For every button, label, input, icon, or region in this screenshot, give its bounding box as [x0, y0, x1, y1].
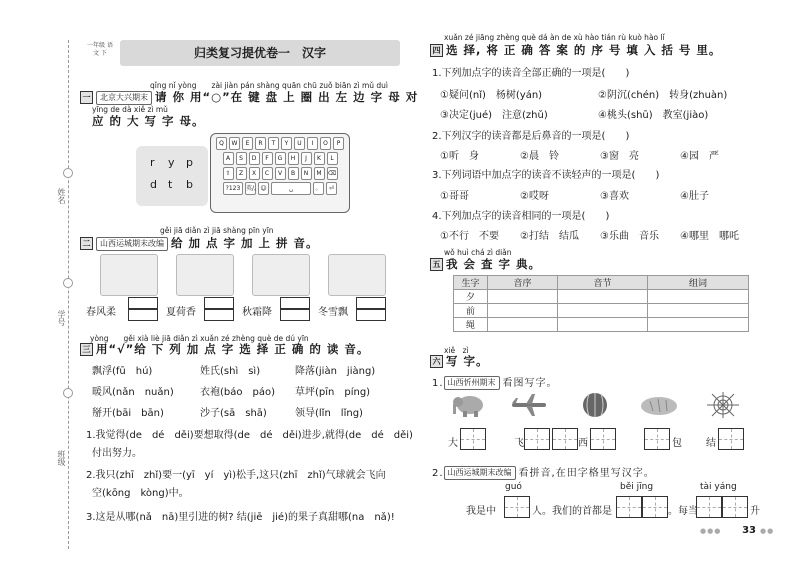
key[interactable]: M: [314, 167, 325, 180]
key[interactable]: Y: [281, 137, 292, 150]
section5-text: 我 会 查 字 典。: [446, 257, 542, 271]
key[interactable]: Z: [236, 167, 247, 180]
key[interactable]: 英/,: [245, 182, 256, 195]
mc-question-4: 4.下列加点字的读音相同的一项是( ): [432, 211, 610, 222]
question-2[interactable]: 2.我只(zhī zhǐ)要一(yī yí yì)松手,这只(zhī zhǐ)气球就会飞向: [86, 470, 386, 481]
section2-heading: [80, 235, 319, 251]
student-id-label: 学号: [57, 310, 66, 326]
pinyin-answer-box[interactable]: [356, 297, 386, 309]
char-hint: 结: [706, 438, 716, 449]
section1-pinyin2: yīng de dà xiě zì mǔ: [92, 105, 168, 114]
watermelon-image: [576, 392, 614, 418]
key[interactable]: F: [262, 152, 273, 165]
key[interactable]: O: [320, 137, 331, 150]
section-number: 六: [430, 355, 443, 368]
keyboard-row: [214, 137, 346, 150]
letter: r: [150, 156, 155, 169]
sentence-part: 。每当: [668, 506, 698, 517]
letter: d: [150, 178, 157, 191]
keyboard-row: [214, 167, 346, 180]
pinyin-answer-box[interactable]: [280, 297, 310, 309]
answer-cell[interactable]: [648, 304, 749, 318]
mc-option[interactable]: ①听 身: [440, 151, 479, 162]
char-cell: 前: [454, 304, 488, 318]
sentence-part: 我是中: [466, 506, 496, 517]
answer-cell[interactable]: [558, 304, 648, 318]
table-header: 音序: [488, 276, 558, 290]
section6-text: 写 字。: [446, 354, 489, 368]
mc-option[interactable]: ②晨 铃: [520, 151, 559, 162]
mc-option[interactable]: ④哪里 哪吒: [680, 231, 739, 242]
section-number: 五: [430, 258, 443, 271]
pinyin-beijing: běi jīng: [620, 482, 654, 492]
pinyin-guo: guó: [505, 482, 522, 492]
tian-grid[interactable]: [504, 496, 530, 518]
winter-house-image: [328, 254, 386, 296]
mc-option[interactable]: ③窗 亮: [600, 151, 639, 162]
bread-image: [640, 392, 678, 418]
spider-web-image: [704, 392, 742, 418]
section2-pinyin: gěi jiā diǎn zì jiā shàng pīn yīn: [160, 226, 274, 235]
tian-grid[interactable]: [552, 428, 578, 450]
key[interactable]: V: [275, 167, 286, 180]
tian-grid[interactable]: [718, 428, 744, 450]
page-number: 33: [742, 525, 756, 536]
char-cell: 夕: [454, 290, 488, 304]
key[interactable]: L: [327, 152, 338, 165]
keyboard-image: [210, 133, 350, 213]
class-label: 班级: [57, 450, 66, 466]
choice-item[interactable]: 姓氏(shì sì): [200, 366, 261, 377]
question-3[interactable]: 3.这是从哪(nǎ nā)里引进的树? 结(jiē jié)的果子真甜哪(na nǎ)!: [86, 512, 395, 523]
key[interactable]: X: [249, 167, 260, 180]
key[interactable]: W: [229, 137, 240, 150]
section5-heading: [430, 256, 541, 272]
mc-option[interactable]: ①疑问(nǐ) 杨树(yán): [440, 90, 543, 101]
mc-option[interactable]: ④园 严: [680, 151, 719, 162]
pinyin-answer-box[interactable]: [204, 297, 234, 309]
airplane-image: [510, 392, 548, 418]
key[interactable]: I: [307, 137, 318, 150]
source-tag: 山西运城期末改编: [444, 466, 516, 480]
page-title: 归类复习提优卷一 汉字: [120, 40, 400, 66]
answer-cell[interactable]: [648, 290, 749, 304]
source-tag: 北京大兴期末: [96, 91, 152, 105]
choice-item[interactable]: 沙子(sā shā): [200, 408, 267, 419]
key[interactable]: N: [301, 167, 312, 180]
key[interactable]: ␣: [271, 182, 311, 195]
section3-pinyin: yòng gěi xià liè jiā diǎn zì xuǎn zé zhèng què de dú yīn: [90, 334, 309, 343]
section6-heading: [430, 353, 489, 369]
section-number: 四: [430, 44, 443, 57]
mc-option[interactable]: ②阴沉(chén) 转身(zhuàn): [598, 90, 728, 101]
section4-heading: [430, 42, 721, 58]
mc-option[interactable]: ②哎呀: [520, 191, 549, 202]
sentence-part: 升: [750, 506, 760, 517]
key[interactable]: ☺: [258, 182, 269, 195]
pinyin-answer-box[interactable]: [280, 309, 310, 321]
choice-item[interactable]: 掰开(bāi bān): [92, 408, 164, 419]
mc-option[interactable]: ①哥哥: [440, 191, 469, 202]
key[interactable]: H: [288, 152, 299, 165]
pinyin-answer-box[interactable]: [128, 309, 158, 321]
elephant-image: [450, 392, 488, 418]
mc-option[interactable]: ④桃头(shū) 教室(jiào): [598, 110, 709, 121]
margin-cut-line: [68, 40, 69, 549]
tian-grid[interactable]: [644, 428, 670, 450]
question-1[interactable]: 1.我觉得(de dé děi)要想取得(de dé děi)进步,就得(de dé děi): [86, 430, 413, 441]
mc-option[interactable]: ③乐曲 音乐: [600, 231, 659, 242]
table-row: [454, 304, 749, 318]
char-hint: 包: [672, 438, 682, 449]
answer-cell[interactable]: [488, 290, 558, 304]
dictionary-table: [453, 275, 749, 332]
mc-option[interactable]: ③喜欢: [600, 191, 629, 202]
keyboard-row: [214, 182, 346, 195]
key[interactable]: S: [236, 152, 247, 165]
section4-text: 选 择, 将 正 确 答 案 的 序 号 填 入 括 号 里。: [446, 43, 722, 57]
question-2-cont: 空(kōng kòng)中。: [92, 488, 189, 499]
key[interactable]: B: [288, 167, 299, 180]
table-header: 组词: [648, 276, 749, 290]
binding-hole: [63, 388, 73, 398]
source-tag: 山西运城期末改编: [96, 237, 168, 251]
word-winter: 冬雪飘: [318, 307, 348, 318]
mc-option[interactable]: ①不行 不要: [440, 231, 499, 242]
tian-grid[interactable]: [590, 428, 616, 450]
key[interactable]: ?123: [223, 182, 243, 195]
table-header: 音节: [558, 276, 648, 290]
spring-willow-image: [100, 254, 158, 296]
mc-question-2: 2.下列汉字的读音都是后鼻音的一项是( ): [432, 131, 630, 142]
mc-option[interactable]: ④肚子: [680, 191, 709, 202]
choice-item[interactable]: 暖风(nǎn nuǎn): [92, 387, 174, 398]
name-label: 姓名: [57, 188, 66, 204]
sub2-text: 看拼音,在田字格里写汉字。: [518, 468, 655, 479]
word-autumn: 秋霜降: [242, 307, 272, 318]
pinyin-taiyang: tài yáng: [700, 482, 737, 492]
answer-cell[interactable]: [558, 318, 648, 332]
tian-grid[interactable]: [722, 496, 748, 518]
sub-number: 2.: [432, 468, 444, 479]
char-cell: 绳: [454, 318, 488, 332]
sub-number: 1.: [432, 378, 444, 389]
key[interactable]: ⏎: [326, 182, 337, 195]
key[interactable]: E: [242, 137, 253, 150]
choice-item[interactable]: 草坪(pīn píng): [295, 387, 371, 398]
answer-cell[interactable]: [488, 318, 558, 332]
answer-cell[interactable]: [558, 290, 648, 304]
section1-pinyin: qǐng nǐ yòng zài jiàn pán shàng quān chū zuǒ biān zì mǔ duì: [150, 81, 389, 90]
key[interactable]: J: [301, 152, 312, 165]
tian-grid[interactable]: [696, 496, 722, 518]
mc-option[interactable]: ③决定(jué) 注意(zhǔ): [440, 110, 548, 121]
char-hint: 飞: [514, 438, 524, 449]
section1-text: 请 你 用“○”在 键 盘 上 圈 出 左 边 字 母 对: [155, 90, 419, 104]
binding-hole: [63, 168, 73, 178]
key[interactable]: A: [223, 152, 234, 165]
key[interactable]: T: [268, 137, 279, 150]
keyboard-row: [214, 152, 346, 165]
pinyin-answer-box[interactable]: [128, 297, 158, 309]
choice-item[interactable]: 飘浮(fū hú): [92, 366, 153, 377]
key[interactable]: U: [294, 137, 305, 150]
key[interactable]: ⇧: [223, 167, 234, 180]
table-row: [454, 318, 749, 332]
key[interactable]: G: [275, 152, 286, 165]
key[interactable]: K: [314, 152, 325, 165]
sentence-part: 人。我们的首都是: [532, 506, 612, 517]
section1-text2: 应 的 大 写 字 母。: [92, 114, 205, 128]
pinyin-answer-box[interactable]: [356, 309, 386, 321]
choice-item[interactable]: 衣袍(báo páo): [200, 387, 275, 398]
section5-pinyin: wǒ huì chá zì diǎn: [444, 248, 512, 257]
question-1-cont: 付出努力。: [92, 448, 142, 459]
section3-heading: [80, 341, 369, 357]
section4-pinyin: xuǎn zé jiāng zhèng què dá àn de xù hào tián rù kuò hào lǐ: [444, 33, 665, 42]
mc-question-1: 1.下列加点字的读音全部正确的一项是( ): [432, 68, 630, 79]
section3-text: 用“√”给 下 列 加 点 字 选 择 正 确 的 读 音。: [96, 342, 370, 356]
letter: b: [186, 178, 193, 191]
key[interactable]: R: [255, 137, 266, 150]
word-summer: 夏荷香: [166, 307, 196, 318]
choice-item[interactable]: 降落(jiàn jiàng): [295, 366, 376, 377]
section1-heading: [80, 89, 418, 105]
pinyin-answer-box[interactable]: [204, 309, 234, 321]
grade-badge: 一年级 语文 下: [87, 42, 113, 57]
sub1-text: 看图写字。: [502, 378, 558, 389]
letter: t: [168, 178, 173, 191]
table-header: 生字: [454, 276, 488, 290]
table-row: [454, 290, 749, 304]
letter: p: [186, 156, 193, 169]
section6-pinyin: xiě zì: [444, 346, 469, 355]
answer-cell[interactable]: [648, 318, 749, 332]
letter: y: [168, 156, 175, 169]
choice-item[interactable]: 领导(lǐn lǐng): [295, 408, 363, 419]
answer-cell[interactable]: [488, 304, 558, 318]
key[interactable]: D: [249, 152, 260, 165]
key[interactable]: ⌫: [327, 167, 338, 180]
key[interactable]: P: [333, 137, 344, 150]
key[interactable]: Q: [216, 137, 227, 150]
tian-grid[interactable]: [460, 428, 486, 450]
section-number: 二: [80, 237, 93, 250]
tian-grid[interactable]: [524, 428, 550, 450]
sub1-heading: [432, 374, 558, 390]
tian-grid[interactable]: [642, 496, 668, 518]
summer-lotus-image: [176, 254, 234, 296]
mc-question-3: 3.下列词语中加点字的读音不读轻声的一项是( ): [432, 170, 660, 181]
binding-hole: [63, 278, 73, 288]
tian-grid[interactable]: [616, 496, 642, 518]
word-spring: 春风柔: [86, 307, 116, 318]
section-number: 一: [80, 91, 93, 104]
key[interactable]: 。: [313, 182, 324, 195]
page-dots-decoration: ●●: [760, 527, 775, 535]
source-tag: 山西忻州期末: [444, 376, 500, 390]
section2-text: 给 加 点 字 加 上 拼 音。: [171, 236, 319, 250]
key[interactable]: C: [262, 167, 273, 180]
letters-tile: [136, 146, 208, 206]
section-number: 三: [80, 343, 93, 356]
page-dots-decoration: ●●●: [700, 527, 722, 535]
mc-option[interactable]: ②打结 结瓜: [520, 231, 579, 242]
char-hint: 西: [578, 438, 588, 449]
char-hint: 大: [448, 438, 458, 449]
sub2-heading: [432, 464, 655, 480]
autumn-tree-image: [252, 254, 310, 296]
